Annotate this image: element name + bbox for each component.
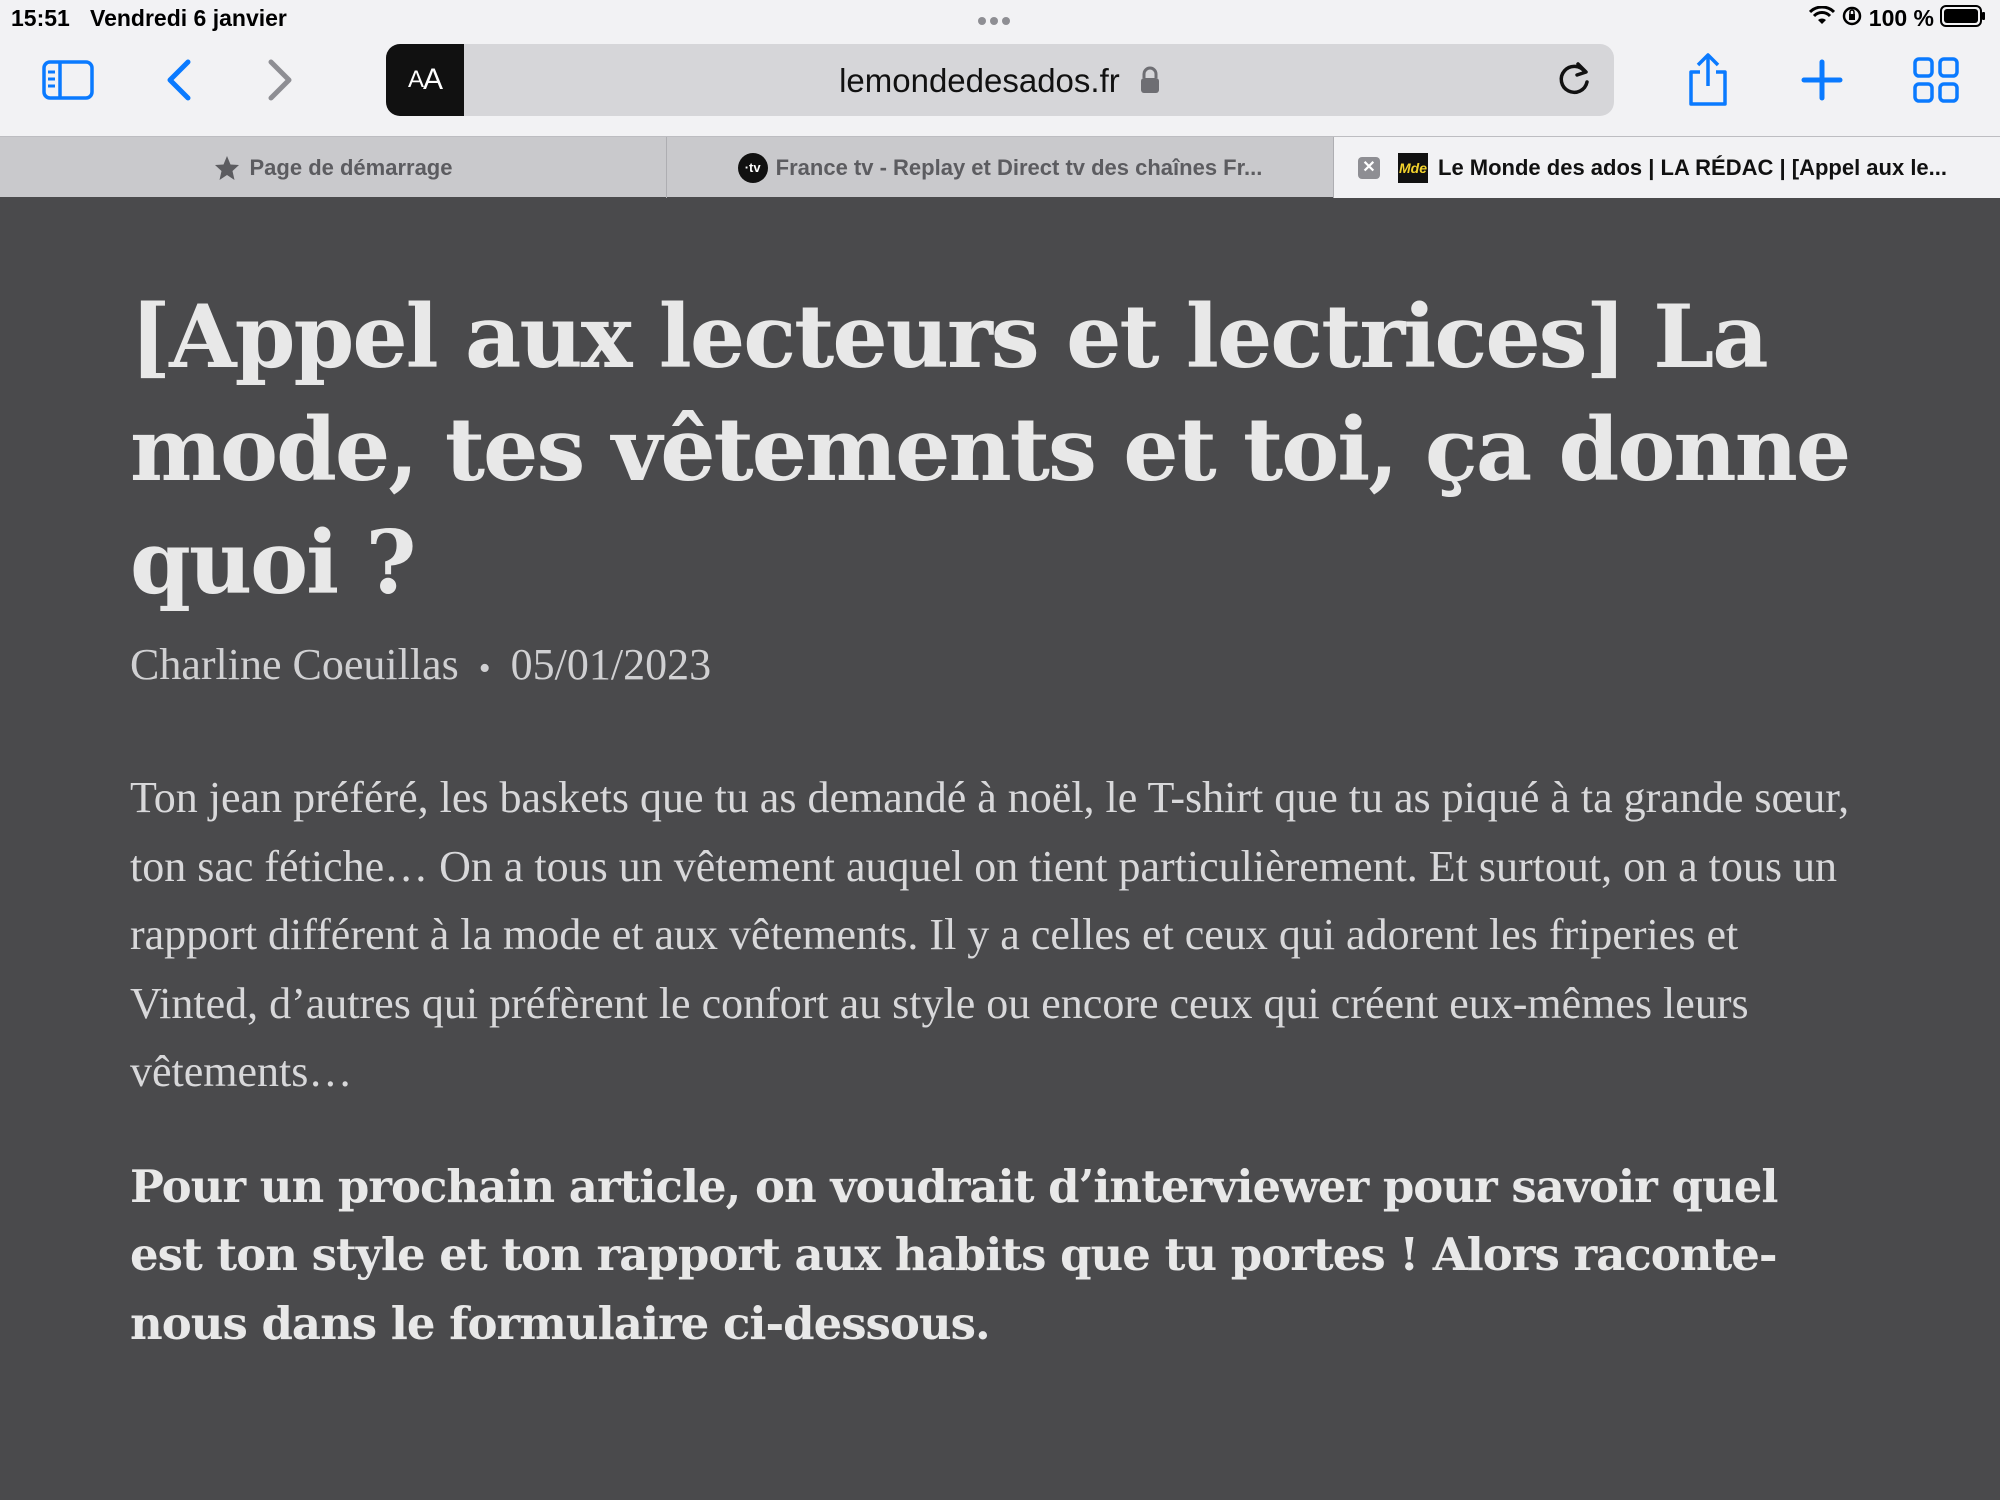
close-tab-icon[interactable]: ✕	[1358, 157, 1380, 179]
tab-label: France tv - Replay et Direct tv des chaînes Fr...	[775, 154, 1263, 180]
status-time: 15:51	[11, 5, 70, 31]
tab-label: Page de démarrage	[249, 154, 453, 180]
article-byline	[130, 639, 1850, 690]
address-bar[interactable]	[386, 44, 1614, 116]
article-callout-paragraph: Pour un prochain article, on voudrait d’interviewer pour savoir quel est ton style et ton rapport aux habits que tu portes ! Alors raconte-nous dans le formulaire ci-dessous.	[130, 1159, 1778, 1350]
lock-icon	[1139, 64, 1161, 102]
orientation-lock-icon	[1841, 5, 1863, 32]
article-title: [Appel aux lecteurs et lectrices] La mode, tes vêtements et toi, ça donne quoi ?	[130, 285, 1850, 614]
france-tv-icon: ·tv	[738, 153, 768, 183]
url-text: lemondedesados.fr	[839, 62, 1120, 99]
article-date: 05/01/2023	[510, 640, 712, 689]
status-date: Vendredi 6 janvier	[90, 5, 287, 31]
aa-large-label: A	[423, 63, 443, 96]
article-lead-paragraph: Ton jean préféré, les baskets que tu as demandé à noël, le T-shirt que tu as piqué à ta grande sœur, ton sac fétiche… On a tous un vêtement auquel on tient particulièrement. Et surtout, on a tous un rapport différent à la mode et aux vêtements. Il y a celles et ceux qui adorent les friperies et Vinted, d’autres qui préfèrent le confort au style ou encore ceux qui créent eux-mêmes leurs vêtements…	[130, 773, 1850, 1096]
browser-chrome	[0, 0, 2000, 136]
article	[130, 280, 1850, 1358]
url-display[interactable]	[386, 62, 1614, 102]
tab-start-page[interactable]	[0, 137, 667, 198]
article-author: Charline Coeuillas	[130, 640, 459, 689]
aa-small-label: A	[407, 66, 423, 93]
tab-label: Le Monde des ados | LA RÉDAC | [Appel aux le...	[1438, 154, 1948, 180]
star-icon	[214, 155, 240, 181]
tab-bar	[0, 136, 2000, 197]
byline-separator: •	[478, 649, 491, 687]
status-indicators	[1809, 4, 1986, 32]
status-bar	[0, 0, 2000, 36]
new-tab-plus-icon[interactable]	[1794, 52, 1850, 108]
share-icon[interactable]	[1680, 52, 1736, 108]
mde-icon: Mde	[1398, 153, 1428, 183]
battery-icon	[1940, 5, 1986, 32]
tab-france-tv[interactable]	[667, 137, 1334, 198]
sidebar-toggle-icon[interactable]	[40, 52, 96, 108]
tab-le-monde-des-ados[interactable]	[1334, 137, 2000, 198]
battery-percent: 100 %	[1868, 4, 1934, 31]
wifi-icon	[1809, 6, 1835, 31]
forward-chevron-icon[interactable]	[252, 52, 308, 108]
multitasking-dots-icon[interactable]	[978, 12, 1022, 24]
back-chevron-icon[interactable]	[151, 52, 207, 108]
reload-icon[interactable]	[1552, 58, 1596, 102]
tab-overview-icon[interactable]	[1908, 52, 1964, 108]
